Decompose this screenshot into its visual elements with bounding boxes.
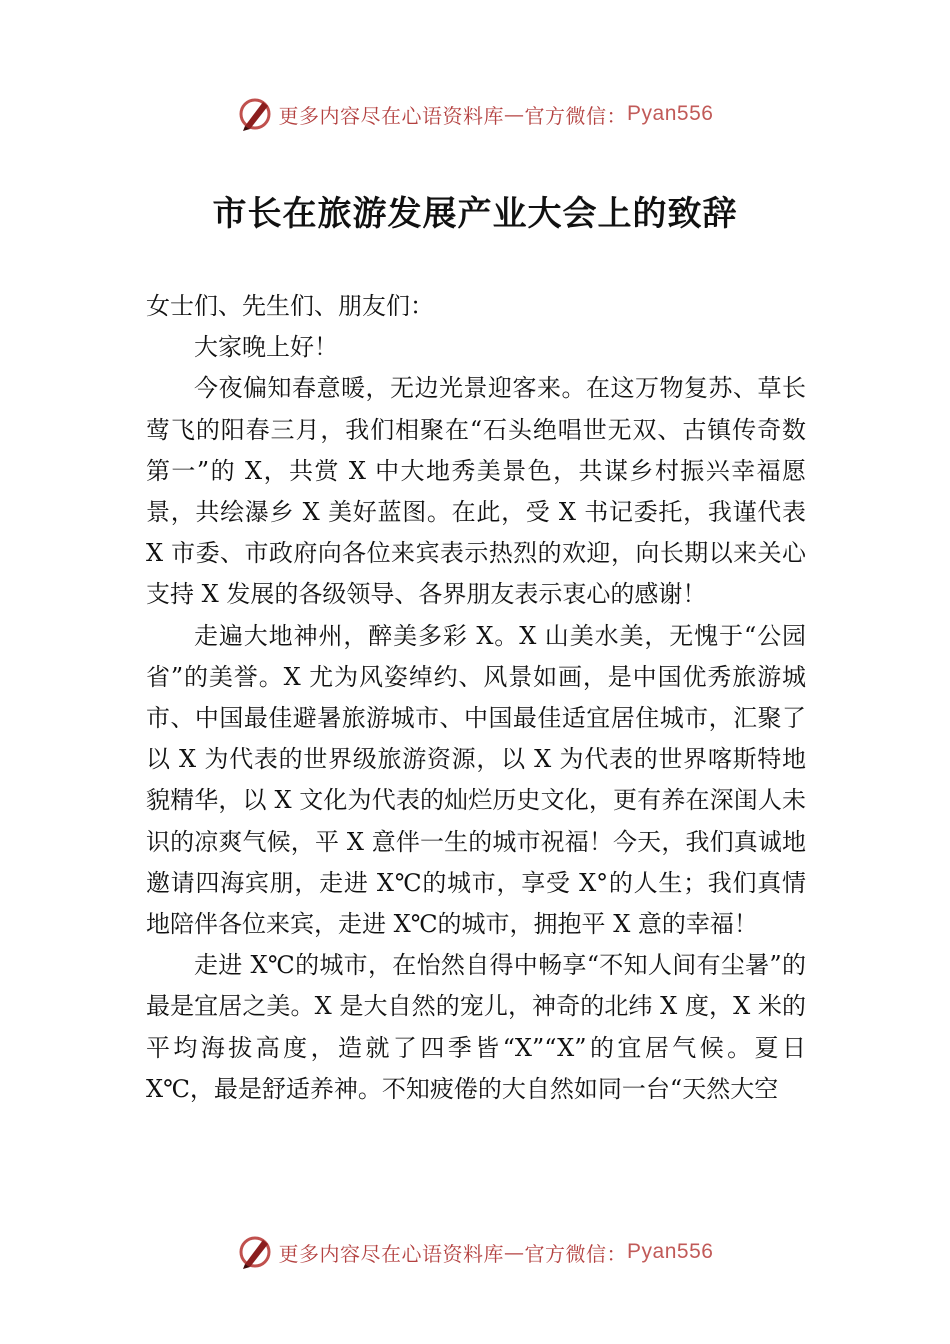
- banner-wechat-id: Pyan556: [627, 102, 714, 125]
- pen-logo-icon: [237, 96, 273, 132]
- paragraph: 走进 X℃的城市，在怡然自得中畅享“不知人间有尘暑”的最是宜居之美。X 是大自然的宠儿，神奇的北纬 X 度，X 米的平均海拔高度，造就了四季皆“X”“X”的宜居气候。夏日 X℃，最是舒适养神。不知疲倦的大自然如同一台“天然大空: [146, 951, 806, 1103]
- banner-text: 更多内容尽在心语资料库: [278, 103, 505, 128]
- document-body: [146, 286, 806, 1110]
- paragraph: 大家晚上好！: [194, 333, 338, 362]
- footer-banner: [0, 1232, 950, 1272]
- banner-label: 官方微信：: [524, 103, 628, 128]
- paragraph: 今夜偏知春意暖，无边光景迎客来。在这万物复苏、草长莺飞的阳春三月，我们相聚在“石头绝唱世无双、古镇传奇数第一”的 X，共赏 X 中大地秀美景色，共谋乡村振兴幸福愿景，共绘瀑乡 X 美好蓝图。在此，受 X 书记委托，我谨代表 X 市委、市政府向各位来宾表示热烈的欢迎，向长期以来关心支持 X 发展的各级领导、各界朋友表示衷心的感谢！: [146, 374, 806, 609]
- pen-logo-icon: [237, 1234, 273, 1270]
- banner-separator: —: [504, 102, 525, 126]
- salutation: 女士们、先生们、朋友们：: [146, 292, 434, 320]
- banner-label: 官方微信：: [524, 1241, 628, 1266]
- header-banner: [0, 94, 950, 134]
- banner-wechat-id: Pyan556: [627, 1240, 714, 1263]
- document-title: 市长在旅游发展产业大会上的致辞: [212, 194, 738, 234]
- banner-text: 更多内容尽在心语资料库: [278, 1241, 505, 1266]
- banner-separator: —: [504, 1240, 525, 1264]
- paragraph: 走遍大地神州，醉美多彩 X。X 山美水美，无愧于“公园省”的美誉。X 尤为风姿绰约、风景如画，是中国优秀旅游城市、中国最佳避暑旅游城市、中国最佳适宜居住城市，汇聚了以 X 为代表的世界级旅游资源，以 X 为代表的世界喀斯特地貌精华，以 X 文化为代表的灿烂历史文化，更有养在深闺人未识的凉爽气候，平 X 意伴一生的城市祝福！今天，我们真诚地邀请四海宾朋，走进 X℃的城市，享受 X°的人生；我们真情地陪伴各位来宾，走进 X℃的城市，拥抱平 X 意的幸福！: [146, 621, 806, 939]
